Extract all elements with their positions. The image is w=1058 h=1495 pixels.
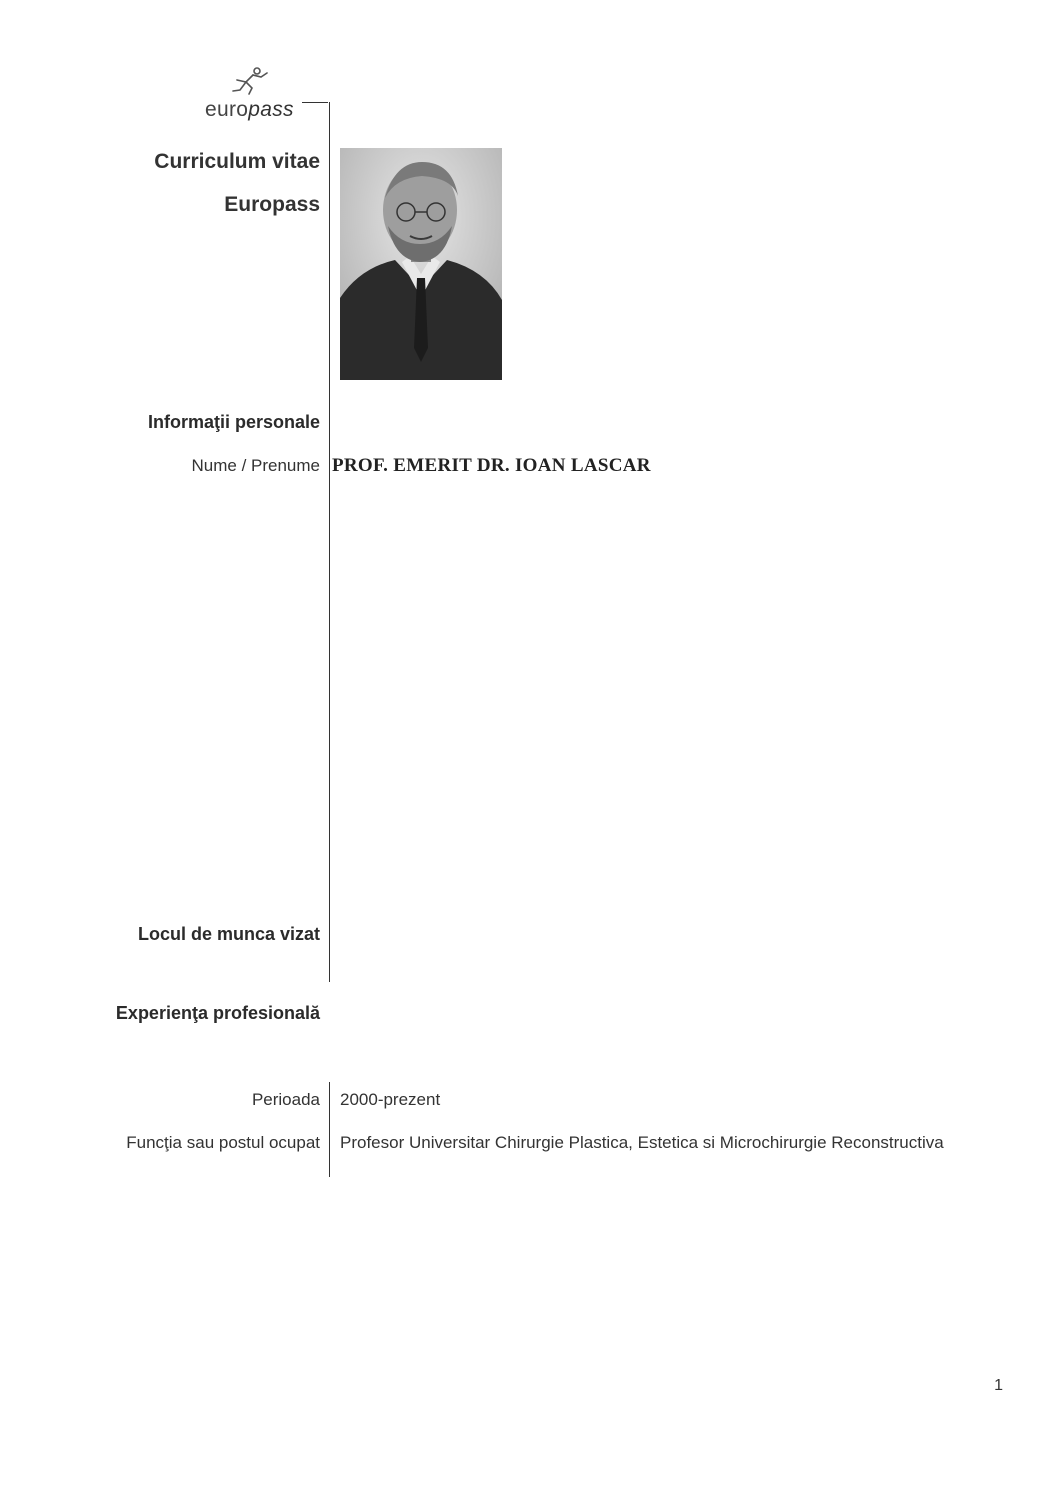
europass-logo-text: europass — [205, 98, 294, 121]
cv-subtitle: Europass — [224, 193, 320, 216]
page-number: 1 — [994, 1377, 1003, 1394]
europass-logo — [195, 62, 335, 132]
europass-figure-icon — [227, 66, 273, 96]
name-value: PROF. EMERIT DR. IOAN LASCAR — [332, 455, 651, 476]
position-label: Funcţia sau postul ocupat — [126, 1133, 320, 1152]
period-value: 2000-prezent — [340, 1090, 441, 1109]
section-desired-job: Locul de munca vizat — [137, 924, 320, 944]
profile-photo — [340, 148, 502, 380]
column-divider-upper — [329, 102, 330, 982]
logo-underline — [302, 102, 328, 103]
name-label: Nume / Prenume — [191, 456, 320, 475]
period-label: Perioada — [251, 1090, 320, 1109]
section-experience: Experienţa profesională — [115, 1003, 320, 1023]
position-value: Profesor Universitar Chirurgie Plastica, Estetica si Microchirurgie Reconstructiva — [340, 1133, 944, 1152]
column-divider-lower — [329, 1082, 330, 1177]
section-personal-info: Informaţii personale — [147, 412, 320, 432]
cv-title: Curriculum vitae — [154, 150, 320, 173]
